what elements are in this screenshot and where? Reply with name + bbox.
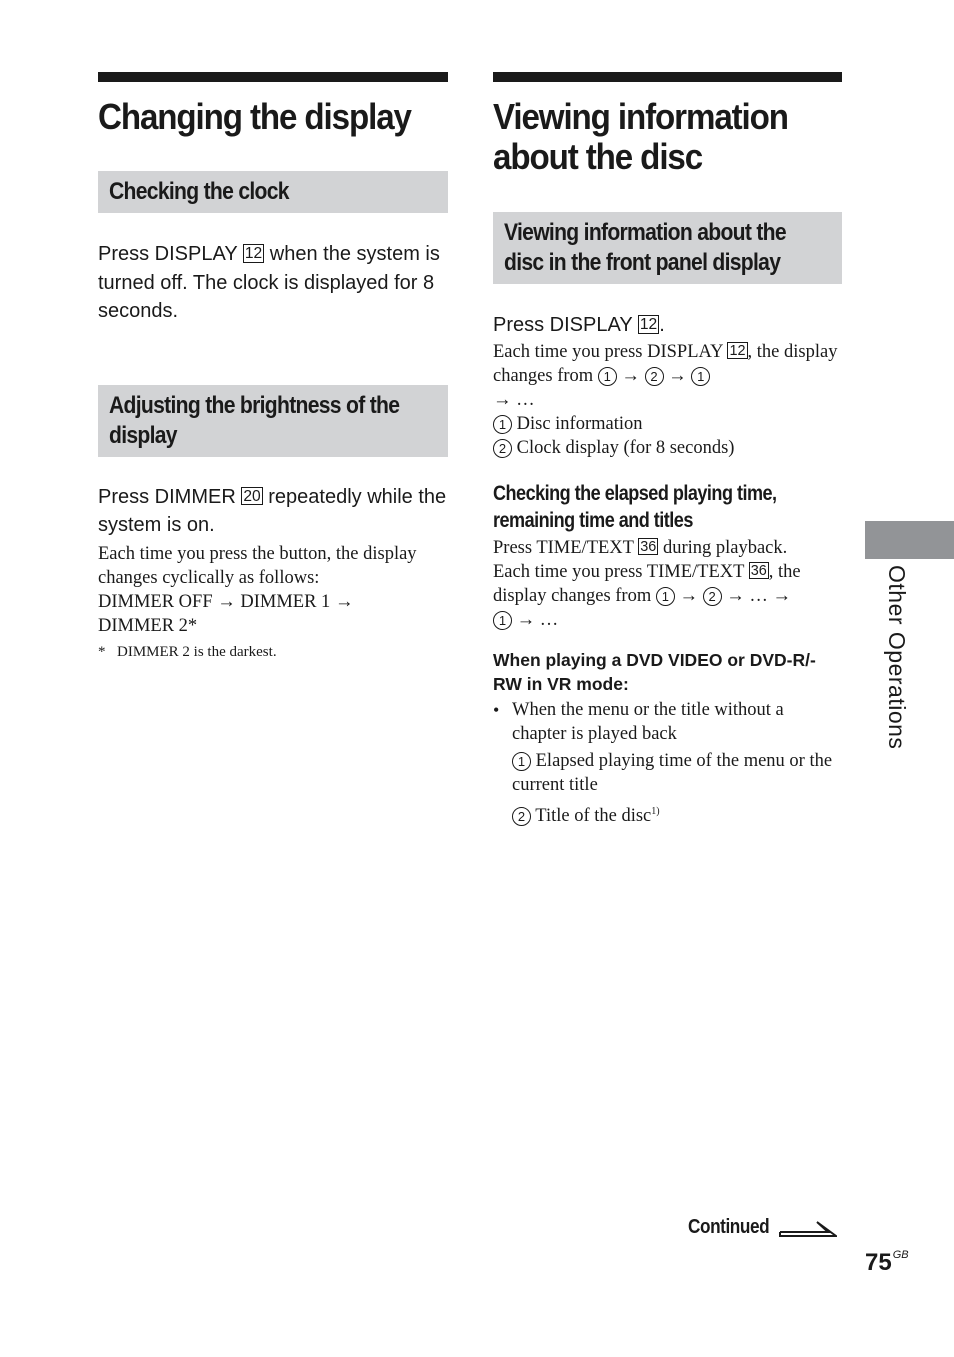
- heading-dvd-vr-mode: When playing a DVD VIDEO or DVD-R/-RW in VR mode:: [493, 649, 816, 694]
- text: , the display changes from: [493, 561, 801, 606]
- arrow-icon: →: [217, 591, 236, 612]
- text: , the display changes from: [493, 341, 838, 386]
- front-instruction: [493, 311, 842, 340]
- circled-number-icon: 1: [656, 587, 675, 606]
- side-tab-marker: [865, 521, 954, 559]
- key-badge: 20: [243, 487, 261, 505]
- text: DIMMER OFF: [98, 591, 213, 612]
- section-title-viewing-info: [493, 97, 814, 177]
- section-rule: [493, 72, 842, 82]
- circled-number-icon: 1: [691, 367, 710, 386]
- arrow-icon: →: [726, 585, 745, 606]
- text: repeatedly while the system is on.: [98, 485, 447, 536]
- ellipsis: …: [539, 609, 559, 630]
- ellipsis: …: [516, 389, 535, 410]
- circled-number-icon: 1: [493, 611, 512, 630]
- subheading-text-line2: disc in the front panel display: [504, 249, 781, 276]
- text: Elapsed playing time of the menu or the current title: [512, 750, 833, 795]
- arrow-icon: →: [679, 585, 698, 606]
- arrow-icon: →: [772, 585, 791, 606]
- bullet-icon: •: [493, 699, 500, 720]
- heading-line2: remaining time and titles: [493, 508, 693, 532]
- section-rule: [98, 72, 448, 82]
- continued-label: Continued: [688, 1216, 770, 1238]
- ellipsis: …: [749, 585, 768, 606]
- text: Press DISPLAY: [493, 314, 638, 336]
- key-badge: 12: [244, 245, 263, 262]
- text: Each time you press DISPLAY: [493, 341, 728, 362]
- brightness-instruction: [98, 483, 448, 540]
- page-number: [865, 1249, 909, 1277]
- circled-number-icon: 1: [598, 367, 617, 386]
- front-body: [493, 340, 842, 412]
- continued-arrow-icon: [779, 1218, 837, 1238]
- text: Each time you press the button, the display changes cyclically as follows:: [98, 543, 417, 588]
- text: Press TIME/TEXT: [493, 537, 639, 558]
- footnote-mark: *: [98, 643, 106, 660]
- title-line2: about the disc: [493, 136, 703, 177]
- bullet-sub-1: [493, 749, 842, 797]
- left-column: [98, 72, 448, 662]
- footnote-text: DIMMER 2 is the darkest.: [117, 643, 277, 660]
- text: DIMMER 2*: [98, 615, 198, 636]
- page-number-value: 75: [865, 1249, 892, 1276]
- clock-instruction: [98, 240, 448, 326]
- arrow-icon: →: [334, 591, 354, 612]
- text: .: [659, 314, 665, 336]
- text: DIMMER 1: [240, 591, 331, 612]
- text: When the menu or the title without a chapter is played back: [512, 699, 784, 744]
- key-badge: 36: [750, 562, 767, 579]
- text: Disc information: [516, 413, 643, 434]
- footnote: [98, 642, 448, 662]
- key-badge: 12: [729, 342, 746, 359]
- key-badge: 36: [640, 538, 657, 555]
- arrow-icon: →: [493, 389, 512, 410]
- circled-number-icon: 2: [703, 587, 722, 606]
- circled-number-icon: 2: [512, 807, 531, 826]
- page-region-code: GB: [892, 1249, 909, 1261]
- front-item-1: [493, 412, 842, 436]
- text: during playback.: [658, 537, 788, 558]
- subheading-checking-clock: [98, 171, 448, 213]
- text: Each time you press TIME/TEXT: [493, 561, 749, 582]
- subheading-text-line1: Adjusting the brightness of the: [109, 391, 400, 419]
- text: Title of the disc: [535, 805, 652, 826]
- arrow-icon: →: [668, 365, 687, 386]
- subheading-text-line2: display: [109, 421, 177, 449]
- subheading-brightness: [98, 385, 448, 457]
- front-item-2: [493, 436, 842, 460]
- subheading-text: Checking the clock: [109, 178, 289, 205]
- side-tab-label: Other Operations: [884, 565, 910, 750]
- text: Press DIMMER: [98, 485, 242, 508]
- section-title-changing-display: Changing the display: [98, 96, 411, 137]
- heading-line1: Checking the elapsed playing time,: [493, 481, 777, 505]
- arrow-icon: →: [516, 609, 536, 630]
- title-line1: Viewing information: [493, 96, 788, 137]
- circled-number-icon: 1: [493, 415, 512, 434]
- bullet-sub-2: [493, 800, 842, 828]
- subheading-text-line1: Viewing information about the: [504, 219, 786, 246]
- subheading-front-panel: [493, 212, 842, 284]
- circled-number-icon: 2: [493, 439, 512, 458]
- text: Clock display (for 8 seconds): [516, 437, 735, 458]
- circled-number-icon: 1: [512, 752, 531, 771]
- brightness-body: [98, 542, 448, 638]
- bullet-item: [493, 698, 842, 746]
- footnote-ref: 1): [651, 805, 660, 817]
- text: Press DISPLAY: [98, 243, 243, 265]
- key-badge: 12: [639, 316, 658, 333]
- continued-indicator: [688, 1216, 837, 1239]
- elapsed-body: [493, 536, 842, 632]
- arrow-icon: →: [621, 365, 640, 386]
- heading-elapsed-time: [493, 480, 842, 534]
- circled-number-icon: 2: [645, 367, 664, 386]
- text: when the system is turned off. The clock is displayed for 8 seconds.: [98, 243, 440, 322]
- right-column: [493, 72, 842, 828]
